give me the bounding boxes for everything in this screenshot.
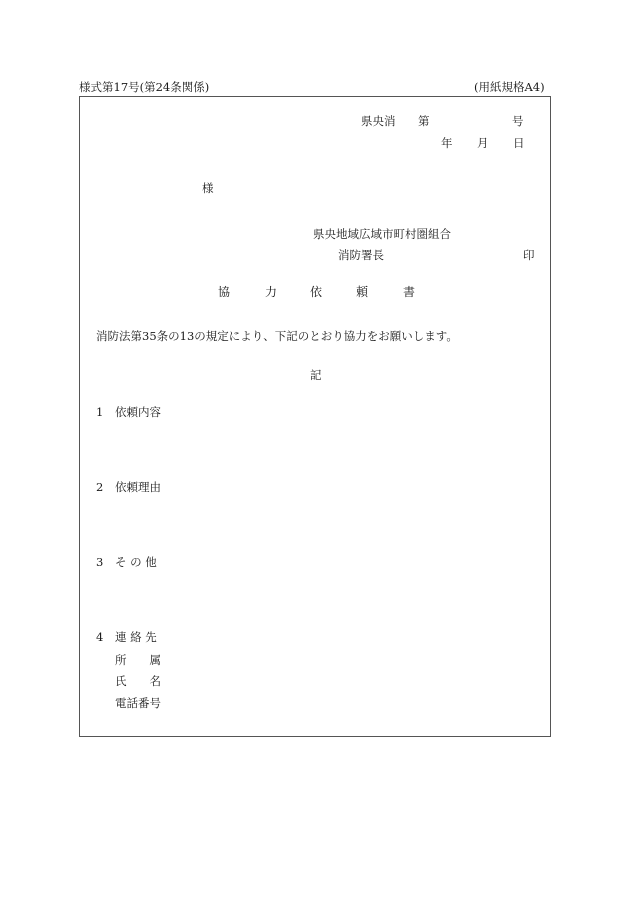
doc-number-go: 号 [512,114,524,128]
sender-organization: 県央地域広域市町村圏組合 [313,227,451,241]
title-char: 依 [310,285,323,299]
paper-size: (用紙規格A4) [474,80,545,94]
contact-name: 氏 名 [115,674,161,688]
title-char: 協 [218,285,231,299]
recipient-honorific: 様 [202,181,214,195]
item-number: 3 [96,555,104,569]
date-month: 月 [477,136,489,150]
form-number: 様式第17号(第24条関係) [79,80,210,94]
item-label: そ の 他 [115,555,157,569]
ki-label: 記 [310,368,322,382]
title-char: 書 [403,285,416,299]
contact-phone: 電話番号 [115,696,161,710]
item-number: 2 [96,480,104,494]
item-number: 1 [96,405,104,419]
seal-mark: 印 [523,248,535,262]
doc-number-prefix: 県央消 [361,114,396,128]
item-number: 4 [96,630,104,644]
item-label: 依頼内容 [115,405,161,419]
item-label: 連 絡 先 [115,630,157,644]
body-text: 消防法第35条の13の規定により、下記のとおり協力をお願いします。 [96,329,458,343]
contact-affiliation: 所 属 [115,653,161,667]
sender-title: 消防署長 [338,248,384,262]
title-char: 頼 [356,285,369,299]
item-label: 依頼理由 [115,480,161,494]
date-year: 年 [441,136,453,150]
title-char: 力 [265,285,278,299]
date-day: 日 [513,136,525,150]
doc-number-dai: 第 [418,114,430,128]
